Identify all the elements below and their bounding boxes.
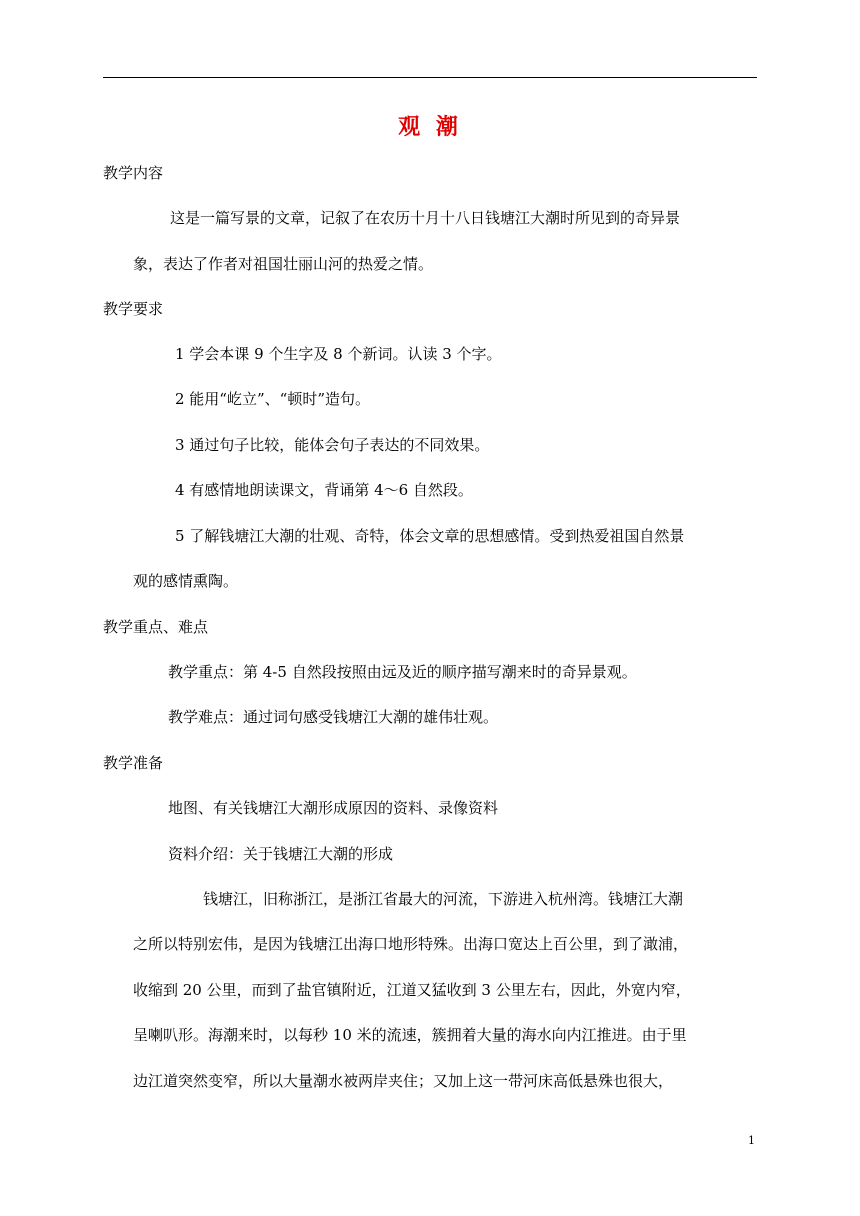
page-number: 1 xyxy=(748,1134,755,1147)
heading-requirements: 教学要求 xyxy=(103,300,164,318)
preparation-line-2: 资料介绍：关于钱塘江大潮的形成 xyxy=(168,845,394,863)
heading-preparation: 教学准备 xyxy=(103,754,164,772)
preparation-line-1: 地图、有关钱塘江大潮形成原因的资料、录像资料 xyxy=(168,799,499,817)
content-line-1: 这是一篇写景的文章，记叙了在农历十月十八日钱塘江大潮时所见到的奇异景 xyxy=(170,209,681,227)
material-line-5: 边江道突然变窄，所以大量潮水被两岸夹住；又加上这一带河床高低悬殊也很大， xyxy=(133,1072,674,1090)
requirement-3: 3 通过句子比较，能体会句子表达的不同效果。 xyxy=(175,436,490,454)
requirement-2: 2 能用“屹立”、“顿时”造句。 xyxy=(175,390,370,408)
heading-key-points: 教学重点、难点 xyxy=(103,618,209,636)
material-line-1: 钱塘江，旧称浙江，是浙江省最大的河流，下游进入杭州湾。钱塘江大潮 xyxy=(203,890,684,908)
heading-content: 教学内容 xyxy=(103,164,164,182)
material-line-3: 收缩到 20 公里，而到了盐官镇附近，江道又猛收到 3 公里左右，因此，外宽内窄， xyxy=(133,981,691,999)
requirement-5-cont: 观的感情熏陶。 xyxy=(133,572,239,590)
content-line-2: 象，表达了作者对祖国壮丽山河的热爱之情。 xyxy=(133,255,434,273)
header-rule xyxy=(103,77,757,78)
difficulty-point: 教学难点：通过词句感受钱塘江大潮的雄伟壮观。 xyxy=(168,708,499,726)
requirement-5: 5 了解钱塘江大潮的壮观、奇特，体会文章的思想感情。受到热爱祖国自然景 xyxy=(175,527,685,545)
key-point: 教学重点：第 4-5 自然段按照由远及近的顺序描写潮来时的奇异景观。 xyxy=(168,663,637,681)
material-line-4: 呈喇叭形。海潮来时，以每秒 10 米的流速，簇拥着大量的海水向内江推进。由于里 xyxy=(133,1026,687,1044)
requirement-4: 4 有感情地朗读课文，背诵第 4～6 自然段。 xyxy=(175,481,473,499)
material-line-2: 之所以特别宏伟，是因为钱塘江出海口地形特殊。出海口宽达上百公里，到了澉浦， xyxy=(133,935,689,953)
requirement-1: 1 学会本课 9 个生字及 8 个新词。认读 3 个字。 xyxy=(175,345,502,363)
page-title: 观 潮 xyxy=(398,114,462,140)
